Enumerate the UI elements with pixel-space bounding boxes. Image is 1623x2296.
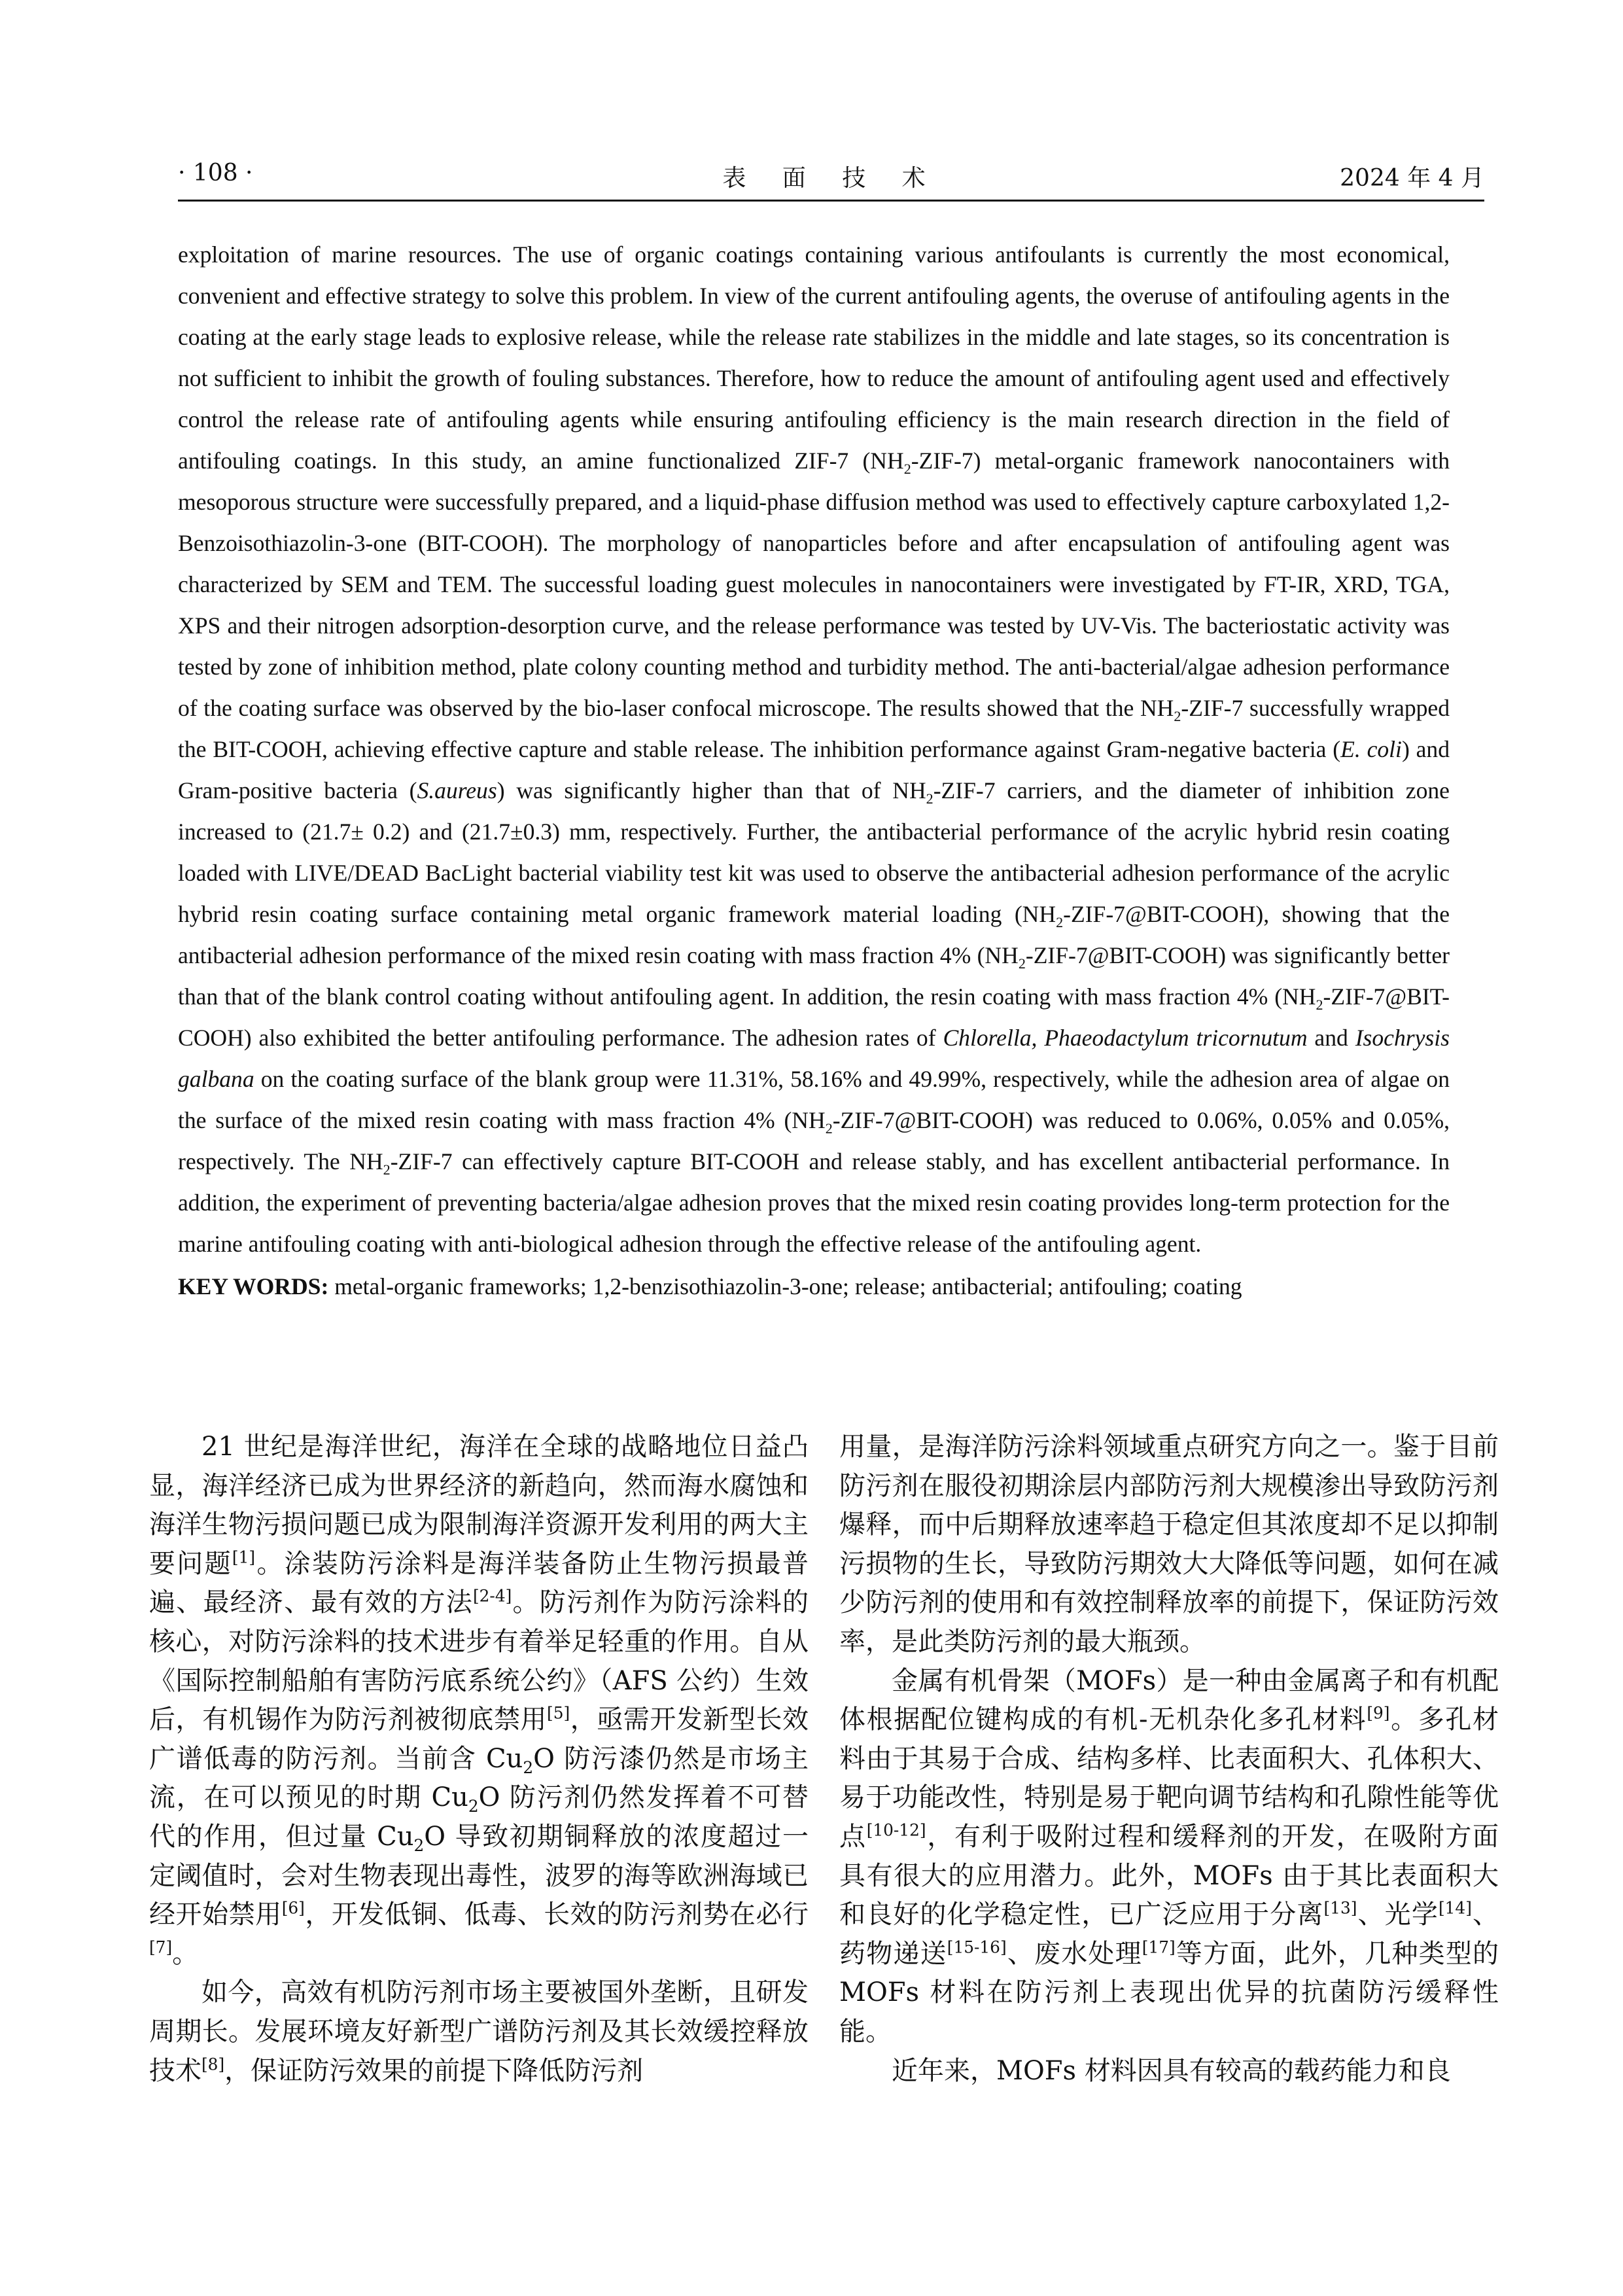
citation[interactable]: [5] [547, 1703, 570, 1723]
issue-date: 2024 年 4 月 [1340, 165, 1484, 192]
body-paragraph: 21 世纪是海洋世纪，海洋在全球的战略地位日益凸显，海洋经济已成为世界经济的新趋向，然而海水腐蚀和海洋生物污损问题已成为限制海洋资源开发利用的两大主要问题[1]。涂装防污涂料是海洋装备防止生物污损最普遍、最经济、最有效的方法[2-4]。防污剂作为防污涂料的核心，对防污涂料的技术进步有着举足轻重的作用。自从《国际控制船舶有害防污底系统公约》（AFS 公约）生效后，有机锡作为防污剂被彻底禁用[5]，亟需开发新型长效广谱低毒的防污剂。当前含 $Cu_2O$ 防污漆仍然是市场主流，在可以预见的时期 $Cu_2O$ 防污剂仍然发挥着不可替代的作用，但过量 $Cu_2O$ 导致初期铜释放的浓度超过一定阈值时，会对生物表现出毒性，波罗的海等欧洲海域已经开始禁用[6]，开发低铜、低毒、长效的防污剂势在必行[7]。 [149, 1432, 809, 1969]
body-column-left [149, 1428, 809, 2091]
citation[interactable]: [15-16] [947, 1937, 1007, 1957]
citation[interactable]: [7] [149, 1937, 173, 1957]
body-paragraph: 金属有机骨架（MOFs）是一种由金属离子和有机配体根据配位键构成的有机-无机杂化多孔材料[9]。多孔材料由于其易于合成、结构多样、比表面积大、孔体积大、易于功能改性，特别是易于靶向调节结构和孔隙性能等优点[10-12]，有利于吸附过程和缓释剂的开发，在吸附方面具有很大的应用潜力。此外，MOFs 由于其比表面积大和良好的化学稳定性，已广泛应用于分离[13]、光学[14]、药物递送[15-16]、废水处理[17]等方面，此外，几种类型的 MOFs 材料在防污剂上表现出优异的抗菌防污缓释性能。 [839, 1665, 1499, 2047]
keywords-label: KEY WORDS: [178, 1273, 329, 1299]
keywords [178, 1266, 1450, 1307]
citation[interactable]: [14] [1438, 1898, 1472, 1918]
citation[interactable]: [9] [1367, 1703, 1390, 1723]
english-abstract [178, 234, 1450, 1307]
citation[interactable]: [10-12] [866, 1820, 926, 1840]
keywords-text: metal-organic frameworks; 1,2-benzisothiazolin-3-one; release; antibacterial; antifouling; coating [328, 1273, 1242, 1299]
citation[interactable]: [13] [1323, 1898, 1357, 1918]
body-paragraph: 用量，是海洋防污涂料领域重点研究方向之一。鉴于目前防污剂在服役初期涂层内部防污剂大规模渗出导致防污剂爆释，而中后期释放速率趋于稳定但其浓度却不足以抑制污损物的生长，导致防污期效大大降低等问题，如何在减少防污剂的使用和有效控制释放率的前提下，保证防污效率，是此类防污剂的最大瓶颈。 [839, 1432, 1499, 1657]
abstract-paragraph: exploitation of marine resources. The use of organic coatings containing various antifoulants is currently the most economical, convenient and effective strategy to solve this problem. In view of the current antifouling agents, the overuse of antifouling agents in the coating at the early stage leads to explosive release, while the release rate stabilizes in the middle and late stages, so its concentration is not sufficient to inhibit the growth of fouling substances. Therefore, how to reduce the amount of antifouling agent used and effectively control the release rate of antifouling agents while ensuring antifouling efficiency is the main research direction in the field of antifouling coatings. In this study, an amine functionalized ZIF-7 $(NH_2-ZIF-7)$ metal-organic framework nanocontainers with mesoporous structure were successfully prepared, and a liquid-phase diffusion method was used to effectively capture carboxylated 1,2-Benzoisothiazolin-3-one (BIT-COOH). The morphology of nanoparticles before and after encapsulation of antifouling agent was characterized by SEM and TEM. The successful loading guest molecules in nanocontainers were investigated by FT-IR, XRD, TGA, XPS and their nitrogen adsorption-desorption curve, and the release performance was tested by UV-Vis. The bacteriostatic activity was tested by zone of inhibition method, plate colony counting method and turbidity method. The anti-bacterial/algae adhesion performance of the coating surface was observed by the bio-laser confocal microscope. The results showed that the $NH_2-ZIF-7$ successfully wrapped the BIT-COOH, achieving effective capture and stable release. The inhibition performance against Gram-negative bacteria (E. coli) and Gram-positive bacteria (S.aureus) was significantly higher than that of $NH_2-ZIF-7$ carriers, and the diameter of inhibition zone increased to (21.7± 0.2) and (21.7±0.3) mm, respectively. Further, the antibacterial performance of the acrylic hybrid resin coating loaded with LIVE/DEAD BacLight bacterial viability test kit was used to observe the antibacterial adhesion performance of the acrylic hybrid resin coating surface containing metal organic framework material loading $(NH_2-ZIF-7@BIT-COOH)$, showing that the antibacterial adhesion performance of the mixed resin coating with mass fraction 4% $(NH_2-ZIF-7@BIT-COOH)$ was significantly better than that of the blank control coating without antifouling agent. In addition, the resin coating with mass fraction 4% $(NH_2-ZIF-7@BIT-COOH)$ also exhibited the better antifouling performance. The adhesion rates of Chlorella, Phaeodactylum tricornutum and Isochrysis galbana on the coating surface of the blank group were 11.31%, 58.16% and 49.99%, respectively, while the adhesion area of algae on the surface of the mixed resin coating with mass fraction 4% $(NH_2-ZIF-7@BIT-COOH)$ was reduced to 0.06%, 0.05% and 0.05%, respectively. The $NH_2-ZIF-7$ can effectively capture BIT-COOH and release stably, and has excellent antibacterial performance. In addition, the experiment of preventing bacteria/algae adhesion proves that the mixed resin coating provides long-term protection for the marine antifouling coating with anti-biological adhesion through the effective release of the antifouling agent. [178, 241, 1450, 1257]
body-paragraph: 如今，高效有机防污剂市场主要被国外垄断，且研发周期长。发展环境友好新型广谱防污剂及其长效缓控释放技术[8]，保证防污效果的前提下降低防污剂 [149, 1977, 809, 2086]
citation[interactable]: [2-4] [472, 1587, 512, 1606]
citation[interactable]: [1] [232, 1547, 256, 1567]
citation[interactable]: [6] [281, 1898, 305, 1918]
body-column-right [839, 1428, 1499, 2091]
citation[interactable]: [8] [201, 2055, 225, 2074]
citation[interactable]: [17] [1142, 1937, 1176, 1957]
journal-title: 表 面 技 术 [722, 165, 940, 192]
running-header [178, 156, 1484, 195]
page-number: · 108 · [178, 160, 253, 186]
body-paragraph: 近年来，MOFs 材料因具有较高的载药能力和良 [892, 2055, 1451, 2086]
header-rule [178, 200, 1484, 202]
